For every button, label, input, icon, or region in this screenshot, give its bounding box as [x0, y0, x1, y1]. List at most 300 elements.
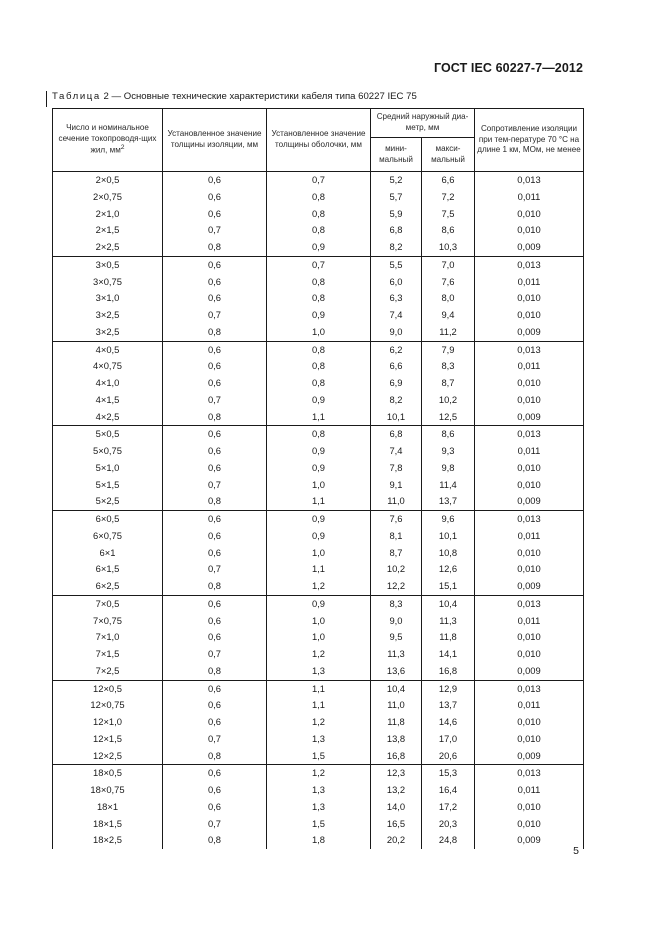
cell-resistance: 0,013: [475, 595, 584, 612]
cell-resistance: 0,013: [475, 680, 584, 697]
cell-insulation: 0,7: [163, 222, 267, 239]
table-caption-prefix: Таблица: [52, 91, 101, 102]
cell-insulation: 0,8: [163, 578, 267, 595]
cell-resistance: 0,010: [475, 714, 584, 731]
cell-diameter-min: 8,2: [371, 239, 422, 256]
cell-diameter-max: 14,6: [422, 714, 475, 731]
cell-diameter-min: 11,0: [371, 697, 422, 714]
column-header-cores: [53, 109, 163, 172]
cell-diameter-min: 6,0: [371, 274, 422, 291]
cell-resistance: 0,009: [475, 663, 584, 680]
cell-insulation: 0,6: [163, 274, 267, 291]
cell-diameter-max: 10,4: [422, 595, 475, 612]
cell-diameter-max: 15,3: [422, 765, 475, 782]
table-row: [53, 341, 584, 358]
cell-diameter-max: 7,2: [422, 189, 475, 206]
table-row: [53, 561, 584, 578]
cell-diameter-min: 20,2: [371, 832, 422, 849]
cell-cores: 5×1,0: [53, 460, 163, 477]
cell-sheath: 1,2: [267, 714, 371, 731]
cell-resistance: 0,010: [475, 206, 584, 223]
cell-cores: 12×1,0: [53, 714, 163, 731]
table-row-group: [53, 765, 584, 849]
cell-resistance: 0,013: [475, 511, 584, 528]
cell-diameter-min: 12,3: [371, 765, 422, 782]
table-row: [53, 748, 584, 765]
table-row: [53, 460, 584, 477]
cell-diameter-min: 13,6: [371, 663, 422, 680]
cell-insulation: 0,6: [163, 460, 267, 477]
cell-insulation: 0,6: [163, 595, 267, 612]
cell-sheath: 1,1: [267, 697, 371, 714]
cell-diameter-max: 10,3: [422, 239, 475, 256]
cell-insulation: 0,6: [163, 799, 267, 816]
table-row: [53, 392, 584, 409]
cell-cores: 18×0,75: [53, 782, 163, 799]
cell-cores: 7×2,5: [53, 663, 163, 680]
cell-resistance: 0,010: [475, 392, 584, 409]
cell-resistance: 0,010: [475, 646, 584, 663]
cell-insulation: 0,6: [163, 341, 267, 358]
cell-cores: 3×0,5: [53, 256, 163, 273]
cable-characteristics-table: [52, 108, 584, 849]
cell-cores: 18×0,5: [53, 765, 163, 782]
cell-sheath: 0,9: [267, 595, 371, 612]
cell-diameter-min: 12,2: [371, 578, 422, 595]
cell-sheath: 1,0: [267, 613, 371, 630]
cell-diameter-max: 9,8: [422, 460, 475, 477]
table-row: [53, 799, 584, 816]
cell-diameter-max: 7,6: [422, 274, 475, 291]
cell-resistance: 0,010: [475, 375, 584, 392]
cell-cores: 12×1,5: [53, 731, 163, 748]
table-row: [53, 765, 584, 782]
cell-diameter-min: 9,0: [371, 324, 422, 341]
cell-sheath: 0,8: [267, 206, 371, 223]
cell-diameter-min: 11,0: [371, 493, 422, 510]
cell-sheath: 0,8: [267, 274, 371, 291]
cell-sheath: 1,0: [267, 324, 371, 341]
cell-diameter-min: 7,4: [371, 443, 422, 460]
cell-resistance: 0,010: [475, 731, 584, 748]
cell-sheath: 1,5: [267, 748, 371, 765]
cell-cores: 6×1,5: [53, 561, 163, 578]
cell-resistance: 0,013: [475, 426, 584, 443]
cell-sheath: 0,8: [267, 358, 371, 375]
cell-diameter-max: 9,6: [422, 511, 475, 528]
cell-insulation: 0,7: [163, 307, 267, 324]
cell-insulation: 0,8: [163, 324, 267, 341]
cell-cores: 3×2,5: [53, 307, 163, 324]
cell-cores: 3×0,75: [53, 274, 163, 291]
cell-sheath: 1,3: [267, 782, 371, 799]
cell-diameter-min: 8,1: [371, 528, 422, 545]
cell-insulation: 0,6: [163, 629, 267, 646]
table-row: [53, 493, 584, 510]
table-row: [53, 358, 584, 375]
cell-insulation: 0,7: [163, 477, 267, 494]
cell-resistance: 0,010: [475, 816, 584, 833]
cell-sheath: 1,1: [267, 561, 371, 578]
cell-insulation: 0,6: [163, 256, 267, 273]
cell-sheath: 1,3: [267, 731, 371, 748]
cell-cores: 4×2,5: [53, 409, 163, 426]
table-row: [53, 595, 584, 612]
caption-margin-bar: [46, 91, 47, 107]
table-row: [53, 578, 584, 595]
column-header-diameter-max: макси-мальный: [422, 138, 475, 172]
cell-insulation: 0,6: [163, 765, 267, 782]
cell-diameter-min: 13,8: [371, 731, 422, 748]
cell-cores: 7×0,5: [53, 595, 163, 612]
cell-insulation: 0,6: [163, 443, 267, 460]
cell-diameter-min: 8,7: [371, 545, 422, 562]
cell-diameter-min: 7,8: [371, 460, 422, 477]
column-header-cores-text: Число и номинальное сечение токопроводя-щих жил, мм: [58, 123, 157, 156]
cell-sheath: 1,3: [267, 663, 371, 680]
cell-cores: 3×1,0: [53, 290, 163, 307]
cell-diameter-min: 14,0: [371, 799, 422, 816]
table-row: [53, 172, 584, 189]
cell-insulation: 0,6: [163, 613, 267, 630]
cell-cores: 2×1,5: [53, 222, 163, 239]
cell-insulation: 0,6: [163, 375, 267, 392]
table-row: [53, 239, 584, 256]
table-row: [53, 816, 584, 833]
cell-resistance: 0,010: [475, 290, 584, 307]
cell-resistance: 0,013: [475, 765, 584, 782]
table-row: [53, 714, 584, 731]
cell-sheath: 0,9: [267, 392, 371, 409]
cell-cores: 18×1,5: [53, 816, 163, 833]
table-row: [53, 646, 584, 663]
cell-diameter-max: 6,6: [422, 172, 475, 189]
cell-diameter-min: 6,3: [371, 290, 422, 307]
cell-cores: 12×2,5: [53, 748, 163, 765]
cell-resistance: 0,009: [475, 324, 584, 341]
cell-sheath: 0,8: [267, 222, 371, 239]
cell-sheath: 0,9: [267, 511, 371, 528]
cell-cores: 2×0,5: [53, 172, 163, 189]
cell-diameter-max: 12,9: [422, 680, 475, 697]
cell-diameter-max: 9,4: [422, 307, 475, 324]
cell-cores: 12×0,5: [53, 680, 163, 697]
table-caption-text: 2 — Основные технические характеристики кабеля типа 60227 IEC 75: [100, 91, 417, 102]
cell-diameter-min: 11,3: [371, 646, 422, 663]
cell-diameter-max: 12,5: [422, 409, 475, 426]
cell-diameter-min: 6,6: [371, 358, 422, 375]
cell-resistance: 0,011: [475, 697, 584, 714]
cell-diameter-min: 9,0: [371, 613, 422, 630]
cell-diameter-min: 5,7: [371, 189, 422, 206]
cell-sheath: 0,9: [267, 443, 371, 460]
cell-cores: 4×0,5: [53, 341, 163, 358]
cell-sheath: 0,8: [267, 341, 371, 358]
cell-insulation: 0,6: [163, 206, 267, 223]
cell-insulation: 0,7: [163, 561, 267, 578]
column-header-sheath: Установленное значение толщины оболочки, мм: [267, 109, 371, 172]
cell-diameter-min: 5,2: [371, 172, 422, 189]
table-row: [53, 613, 584, 630]
table-row: [53, 290, 584, 307]
cell-diameter-min: 11,8: [371, 714, 422, 731]
cell-resistance: 0,011: [475, 443, 584, 460]
cell-diameter-min: 9,5: [371, 629, 422, 646]
cell-insulation: 0,6: [163, 545, 267, 562]
table-row: [53, 477, 584, 494]
cell-diameter-max: 10,8: [422, 545, 475, 562]
table-row: [53, 222, 584, 239]
cell-cores: 5×0,5: [53, 426, 163, 443]
cell-insulation: 0,8: [163, 409, 267, 426]
table-row: [53, 629, 584, 646]
cell-cores: 6×2,5: [53, 578, 163, 595]
cell-cores: 5×2,5: [53, 493, 163, 510]
cell-cores: 6×1: [53, 545, 163, 562]
cell-cores: 3×2,5: [53, 324, 163, 341]
table-row: [53, 782, 584, 799]
cell-diameter-max: 11,4: [422, 477, 475, 494]
cell-insulation: 0,6: [163, 782, 267, 799]
cell-resistance: 0,010: [475, 477, 584, 494]
cell-sheath: 1,2: [267, 646, 371, 663]
table-row: [53, 545, 584, 562]
cell-diameter-max: 13,7: [422, 697, 475, 714]
table-row: [53, 663, 584, 680]
cell-diameter-min: 6,2: [371, 341, 422, 358]
cell-diameter-max: 20,3: [422, 816, 475, 833]
cell-insulation: 0,6: [163, 680, 267, 697]
table-row: [53, 832, 584, 849]
cell-cores: 7×1,5: [53, 646, 163, 663]
cell-diameter-max: 11,3: [422, 613, 475, 630]
cell-cores: 18×1: [53, 799, 163, 816]
cell-insulation: 0,8: [163, 748, 267, 765]
table-row: [53, 324, 584, 341]
cell-sheath: 0,8: [267, 375, 371, 392]
cell-diameter-max: 8,7: [422, 375, 475, 392]
column-header-insulation: Установленное значение толщины изоляции, мм: [163, 109, 267, 172]
cell-diameter-min: 9,1: [371, 477, 422, 494]
cell-diameter-max: 8,6: [422, 426, 475, 443]
cell-sheath: 1,1: [267, 680, 371, 697]
cell-diameter-min: 8,2: [371, 392, 422, 409]
cell-insulation: 0,6: [163, 358, 267, 375]
cell-insulation: 0,8: [163, 493, 267, 510]
column-header-cores-sup: 2: [120, 144, 125, 152]
cell-sheath: 1,2: [267, 578, 371, 595]
cell-insulation: 0,6: [163, 697, 267, 714]
cell-resistance: 0,009: [475, 748, 584, 765]
cell-insulation: 0,6: [163, 189, 267, 206]
cell-diameter-min: 6,9: [371, 375, 422, 392]
table-row: [53, 731, 584, 748]
table-row-group: [53, 511, 584, 596]
cell-sheath: 0,7: [267, 172, 371, 189]
table-row-group: [53, 680, 584, 765]
cell-diameter-max: 11,2: [422, 324, 475, 341]
cell-cores: 4×1,5: [53, 392, 163, 409]
table-caption: [52, 91, 417, 102]
table-row-group: [53, 595, 584, 680]
cell-diameter-max: 7,0: [422, 256, 475, 273]
table-row: [53, 189, 584, 206]
cell-diameter-max: 20,6: [422, 748, 475, 765]
cell-diameter-min: 5,5: [371, 256, 422, 273]
table-row: [53, 375, 584, 392]
cell-resistance: 0,009: [475, 239, 584, 256]
table-row: [53, 256, 584, 273]
cell-insulation: 0,8: [163, 832, 267, 849]
cell-diameter-max: 14,1: [422, 646, 475, 663]
table-row: [53, 426, 584, 443]
cell-diameter-min: 8,3: [371, 595, 422, 612]
cell-cores: 6×0,75: [53, 528, 163, 545]
cell-cores: 7×0,75: [53, 613, 163, 630]
cell-sheath: 1,3: [267, 799, 371, 816]
table-row: [53, 409, 584, 426]
cell-insulation: 0,6: [163, 426, 267, 443]
cell-diameter-min: 5,9: [371, 206, 422, 223]
cell-resistance: 0,009: [475, 832, 584, 849]
cell-sheath: 0,8: [267, 426, 371, 443]
table-row-group: [53, 172, 584, 257]
cell-resistance: 0,010: [475, 460, 584, 477]
cell-diameter-min: 16,8: [371, 748, 422, 765]
cell-resistance: 0,010: [475, 561, 584, 578]
cell-diameter-min: 7,6: [371, 511, 422, 528]
table-row-group: [53, 256, 584, 341]
cell-resistance: 0,013: [475, 341, 584, 358]
cell-diameter-max: 15,1: [422, 578, 475, 595]
cell-diameter-max: 7,9: [422, 341, 475, 358]
cell-sheath: 1,0: [267, 629, 371, 646]
cell-insulation: 0,7: [163, 816, 267, 833]
cell-resistance: 0,011: [475, 528, 584, 545]
cell-diameter-max: 8,6: [422, 222, 475, 239]
cell-cores: 4×1,0: [53, 375, 163, 392]
table-row: [53, 307, 584, 324]
cell-diameter-min: 10,4: [371, 680, 422, 697]
cell-resistance: 0,009: [475, 493, 584, 510]
cell-diameter-max: 8,0: [422, 290, 475, 307]
cell-sheath: 0,9: [267, 307, 371, 324]
cell-resistance: 0,011: [475, 274, 584, 291]
cell-diameter-max: 10,1: [422, 528, 475, 545]
cell-resistance: 0,010: [475, 799, 584, 816]
cell-diameter-max: 8,3: [422, 358, 475, 375]
cell-diameter-max: 24,8: [422, 832, 475, 849]
cell-diameter-min: 10,2: [371, 561, 422, 578]
table-header: [53, 109, 584, 172]
cell-diameter-max: 16,8: [422, 663, 475, 680]
cell-cores: 7×1,0: [53, 629, 163, 646]
cell-cores: 2×2,5: [53, 239, 163, 256]
cell-diameter-max: 16,4: [422, 782, 475, 799]
cell-resistance: 0,010: [475, 545, 584, 562]
table-row: [53, 206, 584, 223]
cell-insulation: 0,8: [163, 663, 267, 680]
cell-sheath: 0,9: [267, 239, 371, 256]
cell-diameter-min: 10,1: [371, 409, 422, 426]
column-header-resistance: Сопротивление изоляции при тем-пературе 70 °С на длине 1 км, МОм, не менее: [475, 109, 584, 172]
cell-resistance: 0,010: [475, 222, 584, 239]
column-header-diameter-min: мини-мальный: [371, 138, 422, 172]
cell-diameter-max: 12,6: [422, 561, 475, 578]
cell-cores: 12×0,75: [53, 697, 163, 714]
cell-sheath: 1,1: [267, 409, 371, 426]
table-row-group: [53, 426, 584, 511]
cell-cores: 2×0,75: [53, 189, 163, 206]
cell-sheath: 0,9: [267, 460, 371, 477]
cell-sheath: 1,5: [267, 816, 371, 833]
cell-insulation: 0,7: [163, 731, 267, 748]
cell-diameter-max: 10,2: [422, 392, 475, 409]
cell-insulation: 0,6: [163, 290, 267, 307]
cell-sheath: 1,0: [267, 477, 371, 494]
cell-resistance: 0,013: [475, 256, 584, 273]
cell-resistance: 0,011: [475, 358, 584, 375]
cell-insulation: 0,6: [163, 511, 267, 528]
cell-resistance: 0,010: [475, 629, 584, 646]
cell-sheath: 0,9: [267, 528, 371, 545]
cell-sheath: 0,8: [267, 189, 371, 206]
cell-diameter-max: 7,5: [422, 206, 475, 223]
table-row: [53, 680, 584, 697]
cell-sheath: 0,7: [267, 256, 371, 273]
cell-insulation: 0,6: [163, 528, 267, 545]
cell-insulation: 0,7: [163, 392, 267, 409]
cell-cores: 6×0,5: [53, 511, 163, 528]
cell-diameter-max: 13,7: [422, 493, 475, 510]
cell-cores: 18×2,5: [53, 832, 163, 849]
document-standard-header: ГОСТ IEC 60227-7—2012: [433, 61, 583, 75]
cell-insulation: 0,8: [163, 239, 267, 256]
cell-diameter-min: 16,5: [371, 816, 422, 833]
cell-diameter-max: 17,2: [422, 799, 475, 816]
cell-resistance: 0,010: [475, 307, 584, 324]
cell-sheath: 1,8: [267, 832, 371, 849]
cell-sheath: 1,1: [267, 493, 371, 510]
cell-resistance: 0,009: [475, 578, 584, 595]
cell-diameter-min: 7,4: [371, 307, 422, 324]
table-row: [53, 443, 584, 460]
column-header-diameter: Средний наружный диа-метр, мм: [371, 109, 475, 138]
cell-diameter-min: 6,8: [371, 222, 422, 239]
cell-insulation: 0,6: [163, 172, 267, 189]
cell-diameter-max: 11,8: [422, 629, 475, 646]
cell-resistance: 0,013: [475, 172, 584, 189]
cell-resistance: 0,009: [475, 409, 584, 426]
cell-resistance: 0,011: [475, 613, 584, 630]
table-row: [53, 274, 584, 291]
cell-diameter-max: 9,3: [422, 443, 475, 460]
cell-diameter-max: 17,0: [422, 731, 475, 748]
cell-sheath: 1,2: [267, 765, 371, 782]
table-row: [53, 511, 584, 528]
cell-diameter-min: 13,2: [371, 782, 422, 799]
table-row-group: [53, 341, 584, 426]
cell-cores: 2×1,0: [53, 206, 163, 223]
table-row: [53, 697, 584, 714]
cell-diameter-min: 6,8: [371, 426, 422, 443]
page-number: 5: [573, 845, 579, 857]
cell-insulation: 0,7: [163, 646, 267, 663]
cell-cores: 5×0,75: [53, 443, 163, 460]
cell-resistance: 0,011: [475, 189, 584, 206]
cell-cores: 5×1,5: [53, 477, 163, 494]
cell-resistance: 0,011: [475, 782, 584, 799]
